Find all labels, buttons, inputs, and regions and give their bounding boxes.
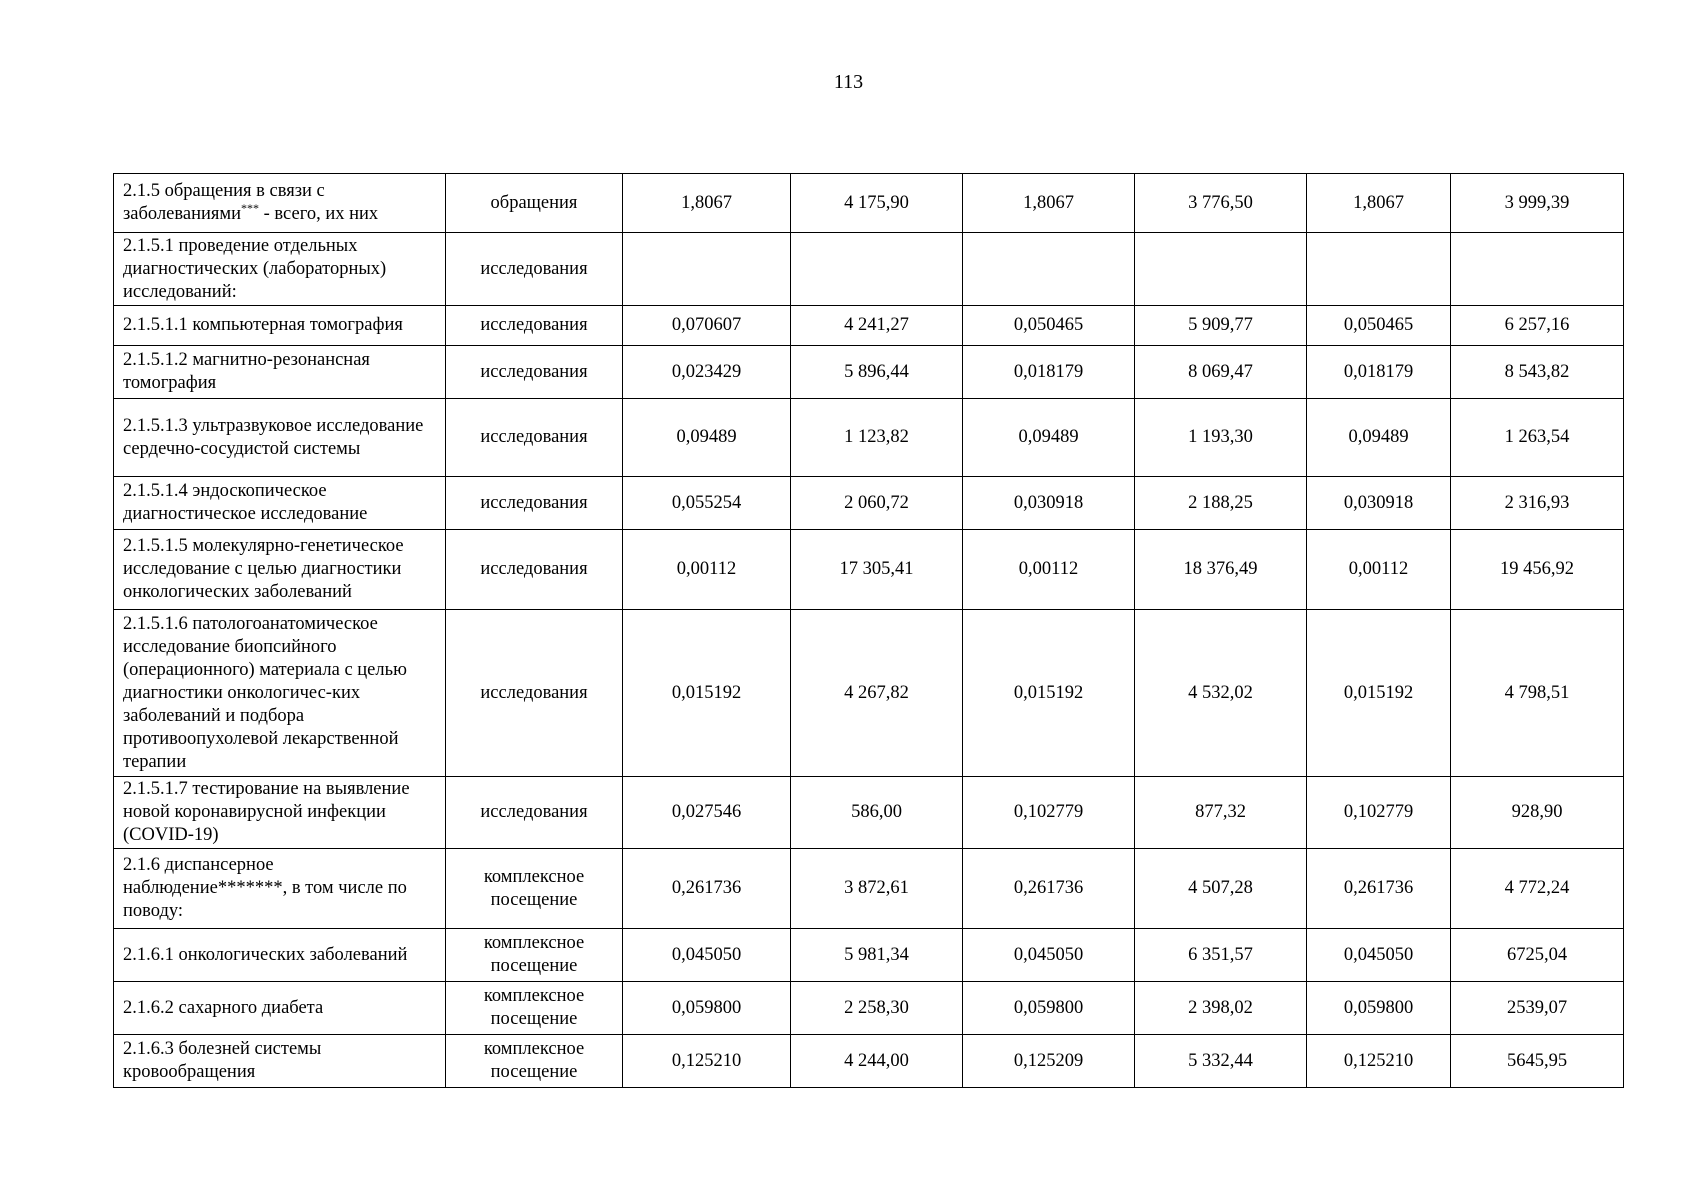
row-value-3: 0,030918 [963, 477, 1135, 530]
row-value-1: 0,09489 [623, 399, 791, 477]
row-value-1: 0,045050 [623, 929, 791, 982]
row-value-3: 0,102779 [963, 777, 1135, 849]
row-name: 2.1.5.1.1 компьютерная томография [114, 306, 446, 346]
row-value-6: 19 456,92 [1451, 530, 1624, 610]
row-value-6: 2 316,93 [1451, 477, 1624, 530]
row-unit: комплексное посещение [446, 1035, 623, 1088]
row-value-5: 0,09489 [1307, 399, 1451, 477]
row-name: 2.1.6 диспансерное наблюдение*******, в том числе по поводу: [114, 849, 446, 929]
row-value-2: 4 175,90 [791, 174, 963, 233]
row-value-5: 0,018179 [1307, 346, 1451, 399]
row-value-1: 0,015192 [623, 610, 791, 777]
row-name: 2.1.6.1 онкологических заболеваний [114, 929, 446, 982]
row-value-4 [1135, 233, 1307, 306]
row-value-2: 1 123,82 [791, 399, 963, 477]
row-value-4: 6 351,57 [1135, 929, 1307, 982]
row-value-3: 0,09489 [963, 399, 1135, 477]
row-value-5: 0,050465 [1307, 306, 1451, 346]
row-name: 2.1.5.1.7 тестирование на выявление новой коронавирусной инфекции (COVID-19) [114, 777, 446, 849]
row-value-4: 877,32 [1135, 777, 1307, 849]
row-value-5: 0,059800 [1307, 982, 1451, 1035]
row-value-3: 0,050465 [963, 306, 1135, 346]
row-value-3: 1,8067 [963, 174, 1135, 233]
row-name-footnote: *** [241, 200, 260, 215]
row-value-4: 3 776,50 [1135, 174, 1307, 233]
row-name: 2.1.5.1.2 магнитно-резонансная томография [114, 346, 446, 399]
row-value-4: 1 193,30 [1135, 399, 1307, 477]
row-value-4: 4 507,28 [1135, 849, 1307, 929]
row-value-2: 5 896,44 [791, 346, 963, 399]
row-unit: исследования [446, 399, 623, 477]
row-name: 2.1.5.1.4 эндоскопическое диагностическое исследование [114, 477, 446, 530]
table-row [114, 306, 1624, 346]
row-value-3: 0,059800 [963, 982, 1135, 1035]
row-value-2: 2 060,72 [791, 477, 963, 530]
row-name-cell [114, 174, 446, 233]
row-unit: исследования [446, 610, 623, 777]
row-value-5: 0,102779 [1307, 777, 1451, 849]
row-value-2: 586,00 [791, 777, 963, 849]
table-row [114, 233, 1624, 306]
row-value-1: 0,055254 [623, 477, 791, 530]
row-value-3: 0,045050 [963, 929, 1135, 982]
table-row [114, 477, 1624, 530]
table-row [114, 399, 1624, 477]
row-value-3: 0,125209 [963, 1035, 1135, 1088]
row-unit: исследования [446, 530, 623, 610]
row-name-tail: - всего, их них [259, 204, 379, 224]
row-value-6: 5645,95 [1451, 1035, 1624, 1088]
row-unit: комплексное посещение [446, 849, 623, 929]
table-row [114, 849, 1624, 929]
row-value-4: 8 069,47 [1135, 346, 1307, 399]
row-value-3: 0,261736 [963, 849, 1135, 929]
row-unit: исследования [446, 346, 623, 399]
row-value-3: 0,018179 [963, 346, 1135, 399]
row-value-1: 1,8067 [623, 174, 791, 233]
row-value-6 [1451, 233, 1624, 306]
row-value-5 [1307, 233, 1451, 306]
table-row [114, 929, 1624, 982]
row-unit: исследования [446, 777, 623, 849]
row-name: 2.1.5.1.3 ультразвуковое исследование сердечно-сосудистой системы [114, 399, 446, 477]
row-value-5: 0,125210 [1307, 1035, 1451, 1088]
row-value-2: 4 267,82 [791, 610, 963, 777]
table-row [114, 777, 1624, 849]
row-value-6: 6 257,16 [1451, 306, 1624, 346]
row-value-4: 5 909,77 [1135, 306, 1307, 346]
row-unit: исследования [446, 306, 623, 346]
row-unit: комплексное посещение [446, 929, 623, 982]
row-value-2: 2 258,30 [791, 982, 963, 1035]
row-unit: исследования [446, 477, 623, 530]
row-value-4: 4 532,02 [1135, 610, 1307, 777]
row-value-6: 4 798,51 [1451, 610, 1624, 777]
row-value-4: 5 332,44 [1135, 1035, 1307, 1088]
row-value-3 [963, 233, 1135, 306]
row-value-5: 0,261736 [1307, 849, 1451, 929]
row-value-6: 6725,04 [1451, 929, 1624, 982]
row-name: 2.1.6.3 болезней системы кровообращения [114, 1035, 446, 1088]
row-value-3: 0,00112 [963, 530, 1135, 610]
row-value-6: 1 263,54 [1451, 399, 1624, 477]
table-body [114, 174, 1624, 1088]
row-value-4: 2 188,25 [1135, 477, 1307, 530]
row-name: 2.1.5.1.5 молекулярно-генетическое исследование с целью диагностики онкологических заболеваний [114, 530, 446, 610]
row-value-1: 0,027546 [623, 777, 791, 849]
table-row [114, 530, 1624, 610]
row-value-2: 5 981,34 [791, 929, 963, 982]
row-value-6: 2539,07 [1451, 982, 1624, 1035]
table-row [114, 346, 1624, 399]
table-row [114, 982, 1624, 1035]
row-value-2: 17 305,41 [791, 530, 963, 610]
row-name: 2.1.5.1.6 патологоанатомическое исследование биопсийного (операционного) материала с целью диагностики онкологичес-ких заболеваний и подбора противоопухолевой лекарственной терапии [114, 610, 446, 777]
row-value-6: 928,90 [1451, 777, 1624, 849]
row-value-1: 0,261736 [623, 849, 791, 929]
table-row [114, 610, 1624, 777]
row-value-2: 4 241,27 [791, 306, 963, 346]
row-value-1: 0,125210 [623, 1035, 791, 1088]
row-name: 2.1.5.1 проведение отдельных диагностических (лабораторных) исследований: [114, 233, 446, 306]
row-unit: комплексное посещение [446, 982, 623, 1035]
data-table [113, 173, 1624, 1088]
row-value-4: 2 398,02 [1135, 982, 1307, 1035]
row-value-3: 0,015192 [963, 610, 1135, 777]
row-name: 2.1.6.2 сахарного диабета [114, 982, 446, 1035]
row-value-6: 8 543,82 [1451, 346, 1624, 399]
row-value-5: 1,8067 [1307, 174, 1451, 233]
row-name: 2.1.5 обращения в связи с заболеваниями [123, 181, 325, 224]
row-value-1: 0,023429 [623, 346, 791, 399]
row-value-6: 4 772,24 [1451, 849, 1624, 929]
row-value-5: 0,015192 [1307, 610, 1451, 777]
row-value-5: 0,00112 [1307, 530, 1451, 610]
row-value-1 [623, 233, 791, 306]
row-value-2: 3 872,61 [791, 849, 963, 929]
row-value-1: 0,00112 [623, 530, 791, 610]
row-value-6: 3 999,39 [1451, 174, 1624, 233]
table-row [114, 1035, 1624, 1088]
row-unit: обращения [446, 174, 623, 233]
row-value-5: 0,030918 [1307, 477, 1451, 530]
row-value-2: 4 244,00 [791, 1035, 963, 1088]
row-value-1: 0,059800 [623, 982, 791, 1035]
page-number: 113 [833, 71, 864, 93]
row-value-1: 0,070607 [623, 306, 791, 346]
table-row [114, 174, 1624, 233]
row-value-5: 0,045050 [1307, 929, 1451, 982]
row-value-2 [791, 233, 963, 306]
row-value-4: 18 376,49 [1135, 530, 1307, 610]
row-unit: исследования [446, 233, 623, 306]
